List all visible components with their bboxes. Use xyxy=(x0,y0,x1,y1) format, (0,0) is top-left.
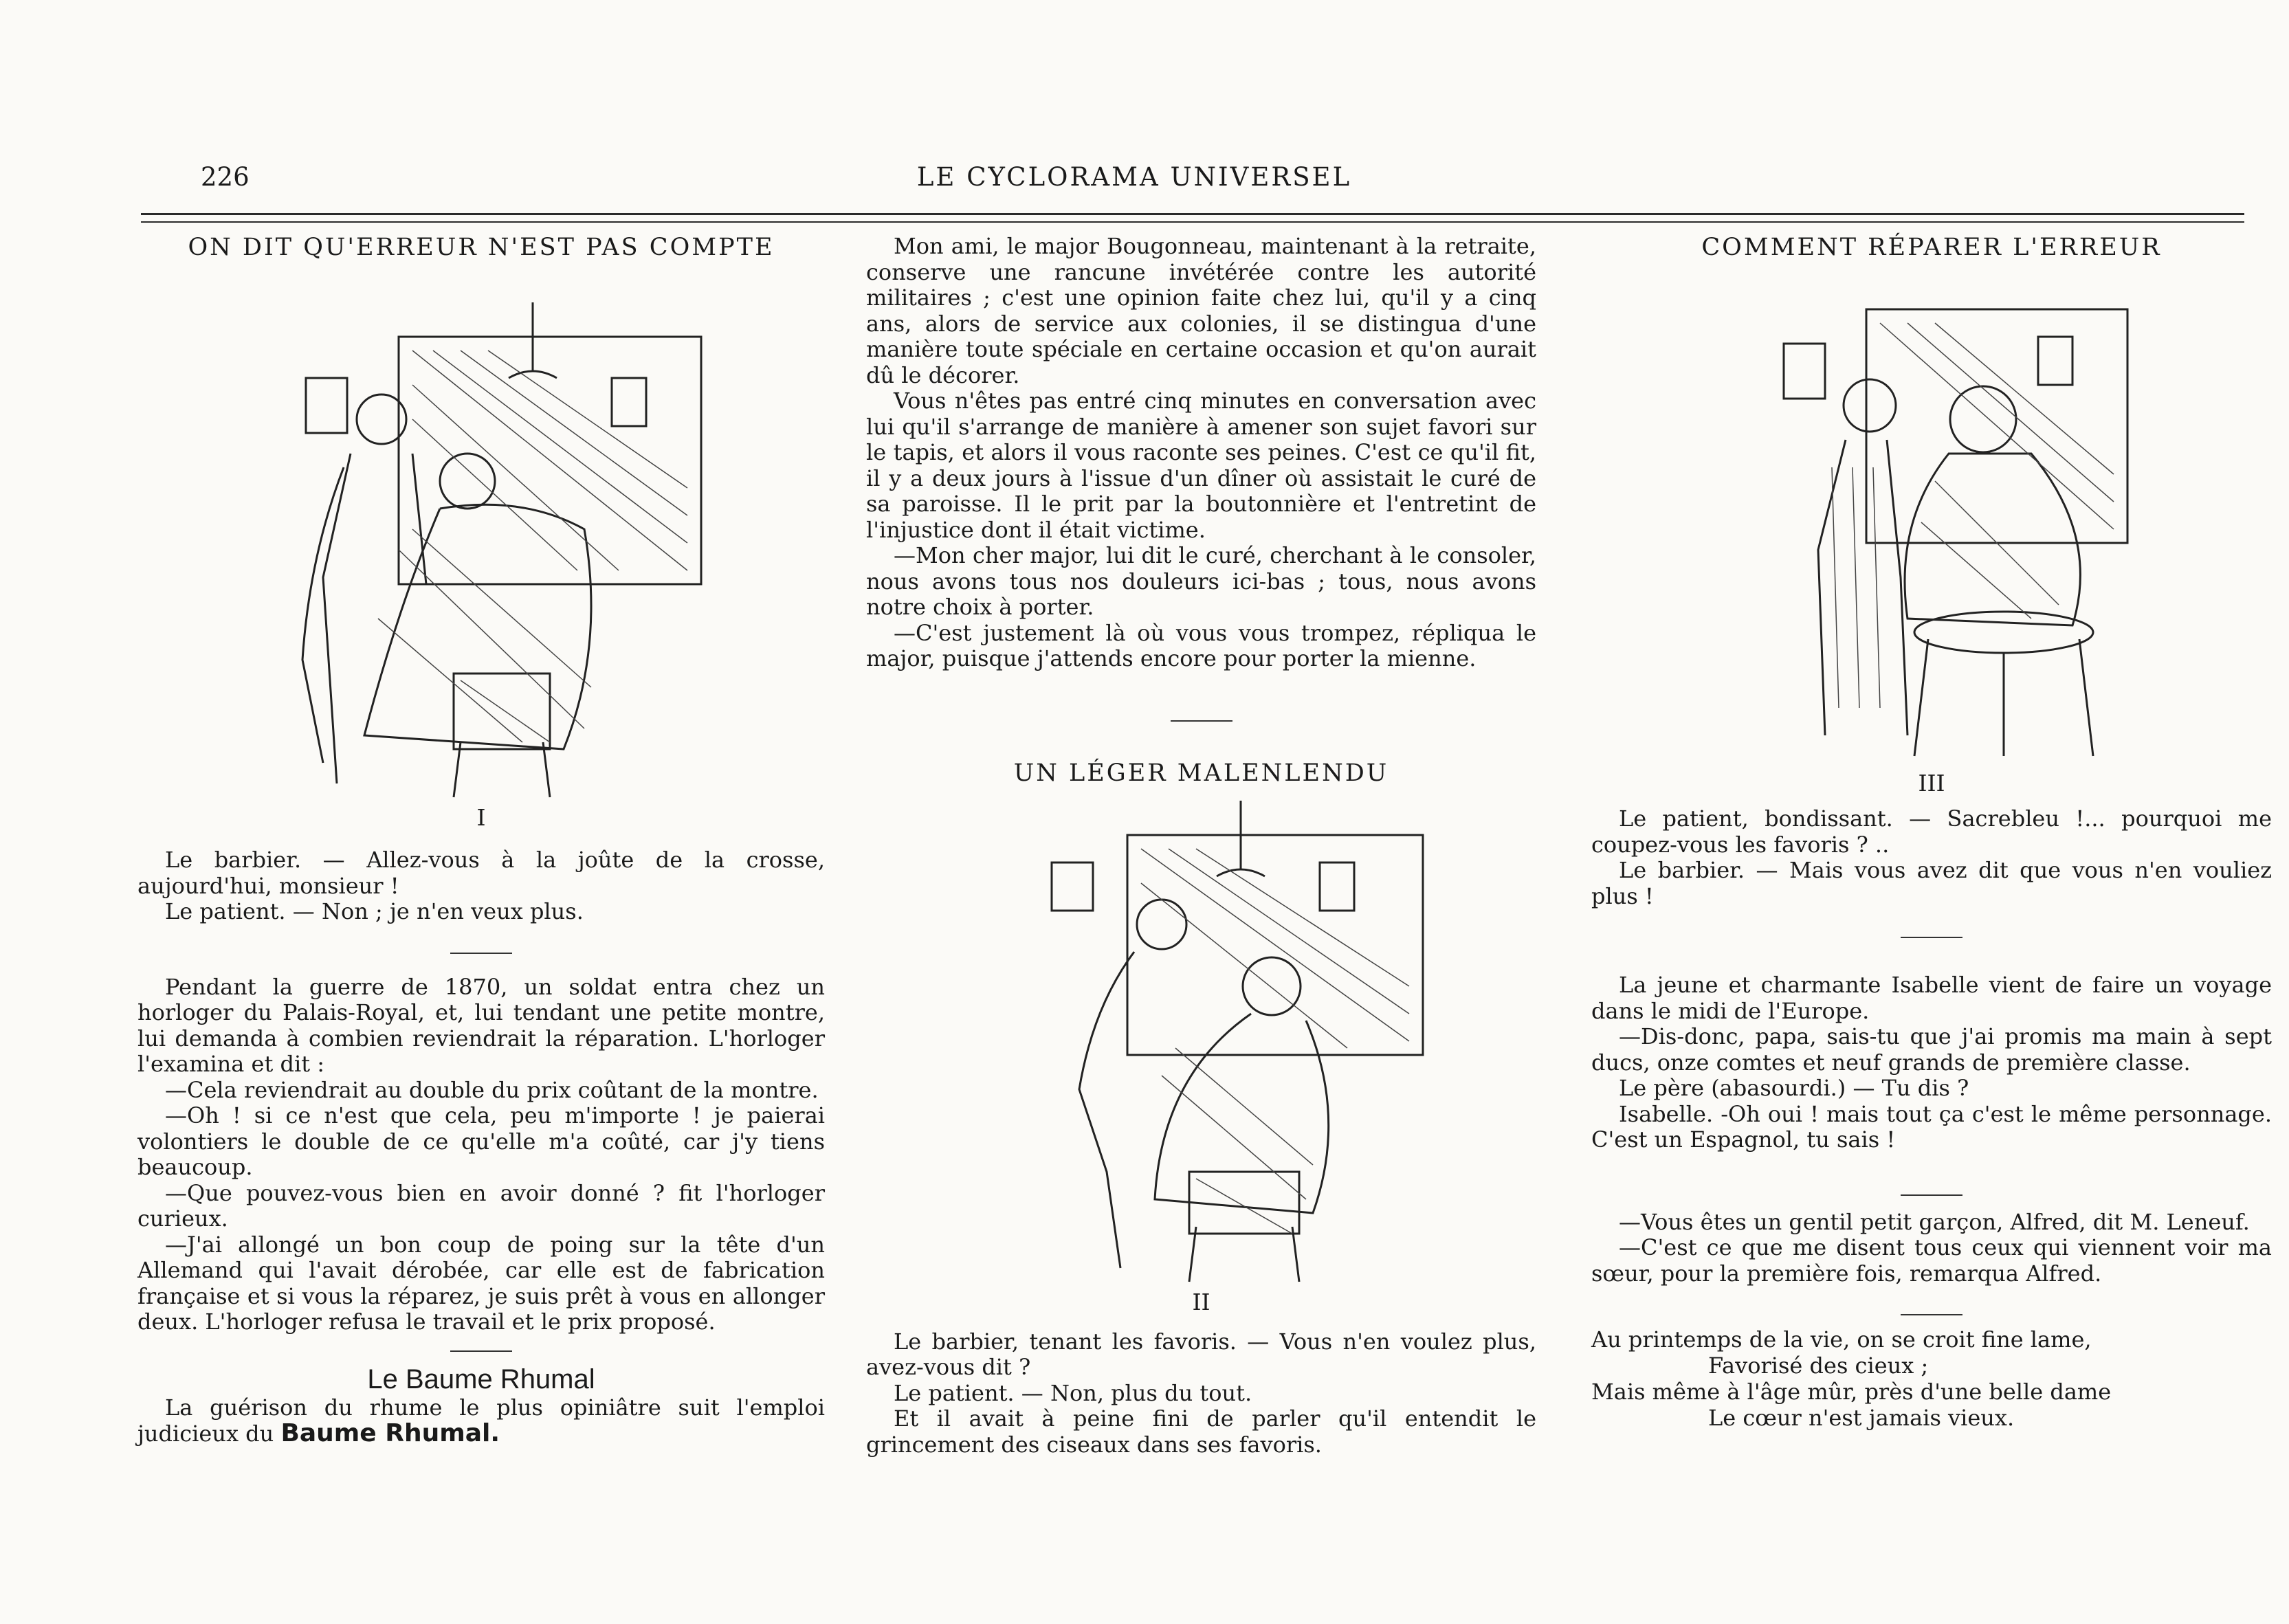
illustration-caption-3: III xyxy=(1918,770,1945,797)
poem-line: Mais même à l'âge mûr, près d'une belle dame xyxy=(1591,1379,2112,1405)
dialog-2-barber: Le barbier, tenant les favoris. — Vous n'en voulez plus, avez-vous dit ? xyxy=(866,1328,1536,1380)
dialog-1-patient: Le patient. — Non ; je n'en veux plus. xyxy=(165,898,584,924)
dialog-1-barber: Le barbier. — Allez-vous à la joûte de la crosse, aujourd'hui, monsieur ! xyxy=(137,847,825,899)
major-story-para: Mon ami, le major Bougonneau, maintenant à la retraite, conserve une rancune invétérée contre les autorité militaires ; c'est une opinion faite chez lui, qu'il y a cinq ans, alors de service aux colonies, il se distingua d'une manière toute spéciale en certaine occasion et qu'on aurait dû le décorer. xyxy=(866,233,1536,388)
ad-title: Le Baume Rhumal xyxy=(367,1364,595,1394)
section-title-1: ON DIT QU'ERREUR N'EST PAS COMPTE xyxy=(188,234,775,261)
ad-text xyxy=(137,1395,825,1447)
section-title-2: UN LÉGER MALENLENDU xyxy=(1013,759,1389,787)
watch-story-para: Pendant la guerre de 1870, un soldat entra chez un horloger du Palais-Royal, et, lui tendant une petite montre, lui demanda à combien reviendrait la réparation. L'horloger l'examina et dit : xyxy=(137,973,825,1077)
isabelle-para: —Dis-donc, papa, sais-tu que j'ai promis ma main à sept ducs, onze comtes et neuf grands de première classe. xyxy=(1591,1023,2272,1076)
isabelle-para: Le père (abasourdi.) — Tu dis ? xyxy=(1619,1075,1969,1101)
running-title: LE CYCLORAMA UNIVERSEL xyxy=(916,162,1352,192)
alfred-para: —Vous êtes un gentil petit garçon, Alfred, dit M. Leneuf. xyxy=(1619,1208,2250,1235)
dialog-3-patient: Le patient, bondissant. — Sacrebleu !... pourquoi me coupez-vous les favoris ? .. xyxy=(1591,805,2272,858)
section-title-3: COMMENT RÉPARER L'ERREUR xyxy=(1701,234,2162,261)
column-right xyxy=(1591,234,2272,1431)
illustration-caption-2: II xyxy=(1192,1288,1210,1315)
major-story-para: —C'est justement là où vous vous trompez, répliqua le major, puisque j'attends encore pour porter la mienne. xyxy=(866,619,1536,671)
header-rule xyxy=(141,213,2244,215)
watch-story-para: —Cela reviendrait au double du prix coûtant de la montre. xyxy=(165,1076,819,1103)
watch-story-para: —Oh ! si ce n'est que cela, peu m'importe ! je paierai volontiers le double de ce qu'elle m'a coûté, car j'y tiens beaucoup. xyxy=(137,1102,825,1180)
dialog-3-barber: Le barbier. — Mais vous avez dit que vous n'en vouliez plus ! xyxy=(1591,857,2272,909)
dialog-2-patient: Le patient. — Non, plus du tout. xyxy=(894,1379,1252,1406)
column-left xyxy=(137,234,825,1447)
poem-line: Favorisé des cieux ; xyxy=(1708,1353,1929,1379)
poem-line: Au printemps de la vie, on se croit fine lame, xyxy=(1591,1326,2092,1353)
major-story-para: Vous n'êtes pas entré cinq minutes en conversation avec lui qu'il s'arrange de manière à amener son sujet favori sur le tapis, et alors il vous raconte ses peines. C'est ce qu'il fit, il y a deux jours à l'issue d'un dîner où assistait le curé de sa paroisse. Il le prit par la boutonnière et l'entretint de l'injustice dont il était victime. xyxy=(866,388,1536,543)
header-rule-thin xyxy=(141,221,2244,223)
isabelle-para: Isabelle. -Oh oui ! mais tout ça c'est le même personnage. C'est un Espagnol, tu sais ! xyxy=(1591,1100,2272,1153)
poem-line: Le cœur n'est jamais vieux. xyxy=(1708,1405,2015,1431)
page-number: 226 xyxy=(201,162,250,192)
barber-illustration-2 xyxy=(866,787,1536,1289)
ad-product-name: Baume Rhumal. xyxy=(280,1419,500,1447)
ad-text-body: La guérison du rhume le plus opiniâtre suit l'emploi judicieux du xyxy=(137,1394,825,1447)
barber-illustration-3 xyxy=(1591,261,2272,770)
barber-illustration-1 xyxy=(137,261,825,804)
illustration-caption-1: I xyxy=(476,804,486,831)
major-story-para: —Mon cher major, lui dit le curé, cherchant à le consoler, nous avons tous nos douleurs ici-bas ; tous, nous avons notre choix à porter. xyxy=(866,542,1536,620)
isabelle-para: La jeune et charmante Isabelle vient de faire un voyage dans le midi de l'Europe. xyxy=(1591,972,2272,1024)
column-middle xyxy=(866,234,1536,1458)
dialog-2-narration: Et il avait à peine fini de parler qu'il entendit le grincement des ciseaux dans ses favoris. xyxy=(866,1405,1536,1458)
watch-story-para: —Que pouvez-vous bien en avoir donné ? fit l'horloger curieux. xyxy=(137,1179,825,1232)
watch-story-para: —J'ai allongé un bon coup de poing sur la tête d'un Allemand qui l'avait dérobée, car elle est de fabrication française et si vous la réparez, je suis prêt à vous en allonger deux. L'horloger refusa le travail et le prix proposé. xyxy=(137,1231,825,1335)
alfred-para: —C'est ce que me disent tous ceux qui viennent voir ma sœur, pour la première fois, remarqua Alfred. xyxy=(1591,1234,2272,1287)
